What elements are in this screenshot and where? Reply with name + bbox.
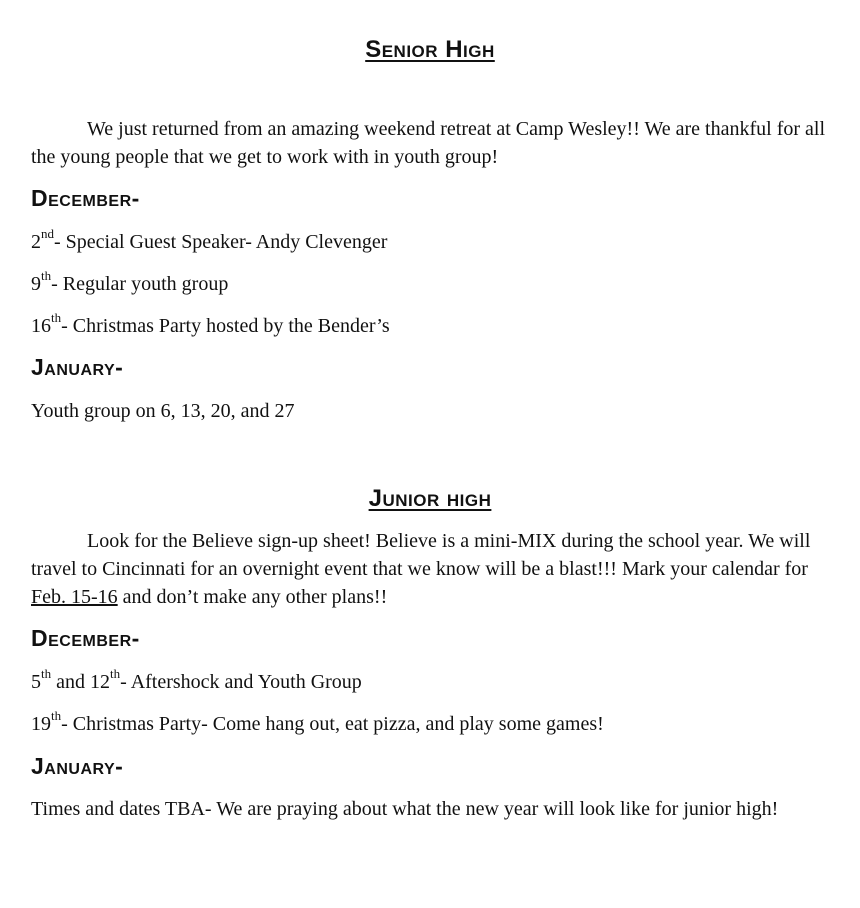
junior-december-heading: December-: [31, 625, 140, 651]
senior-high-intro: We just returned from an amazing weekend retreat at Camp Wesley!! We are thankful for all the young people that we get to work with in youth group!: [31, 118, 826, 168]
junior-dec-item-19th: 19th- Christmas Party- Come hang out, eat pizza, and play some games!: [31, 708, 604, 735]
senior-january-heading: January-: [31, 354, 124, 380]
junior-january-text: Times and dates TBA- We are praying about what the new year will look like for junior high!: [31, 798, 779, 820]
senior-dec-item-16th: 16th- Christmas Party hosted by the Bender’s: [31, 310, 390, 337]
senior-high-title: Senior High: [365, 36, 495, 63]
senior-dec-item-2nd: 2nd- Special Guest Speaker- Andy Clevenger: [31, 226, 388, 253]
junior-dec-item-5th-12th: 5th and 12th- Aftershock and Youth Group: [31, 666, 362, 693]
senior-dec-item-9th: 9th- Regular youth group: [31, 268, 229, 295]
date-range: Feb. 15-16: [31, 586, 118, 608]
senior-january-text: Youth group on 6, 13, 20, and 27: [31, 400, 295, 422]
junior-high-title: Junior high: [368, 485, 492, 512]
junior-high-intro: Look for the Believe sign-up sheet! Believe is a mini-MIX during the school year. We will travel to Cincinnati for an overnight event that we know will be a blast!!! Mark your calendar for Feb. 15-16 and don’t make any other plans!!: [31, 530, 811, 608]
junior-january-heading: January-: [31, 753, 124, 779]
senior-december-heading: December-: [31, 185, 140, 211]
